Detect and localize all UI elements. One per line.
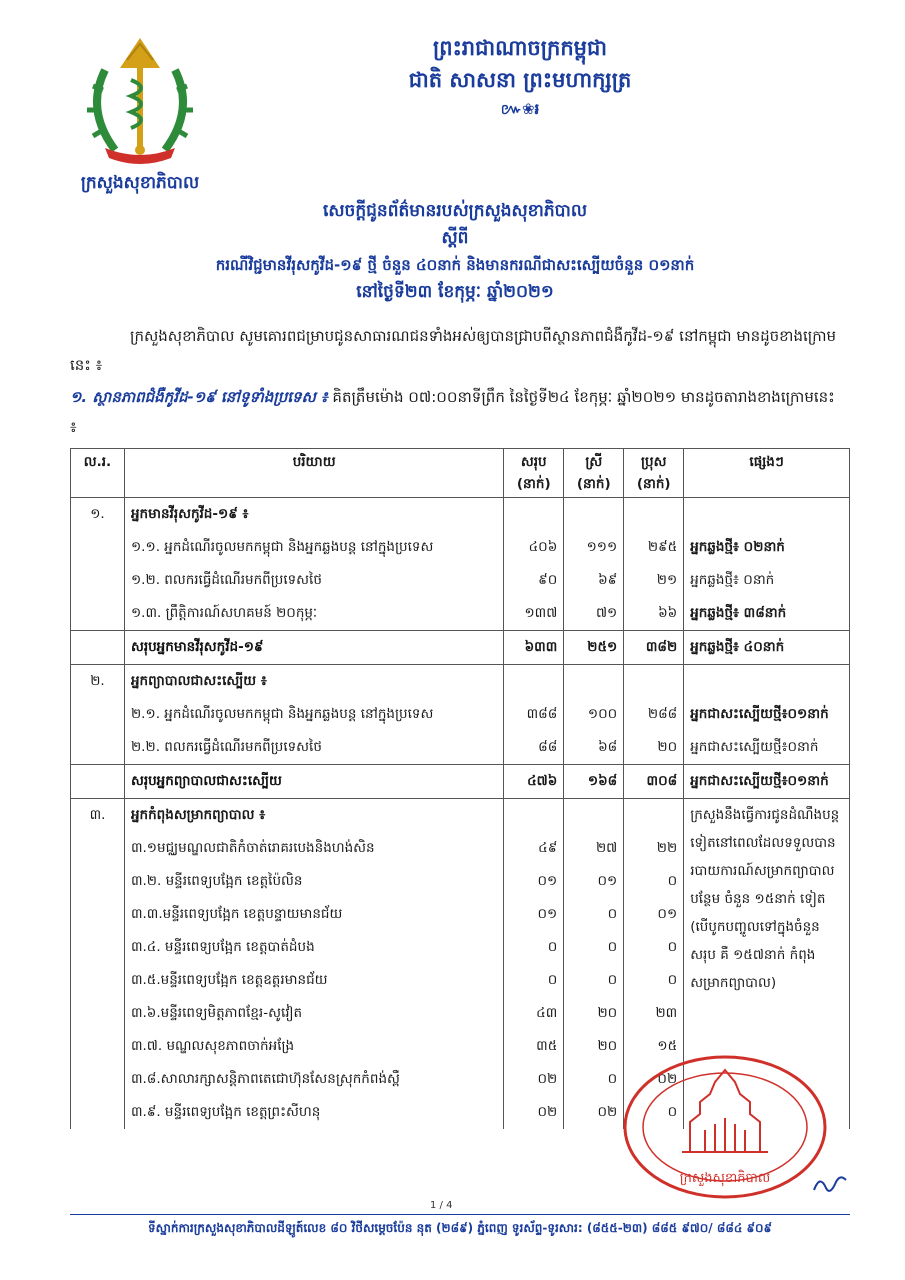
row-total: ០២ — [504, 1063, 564, 1096]
table-row — [71, 799, 850, 833]
table-row — [71, 564, 850, 597]
row-desc: ១.១. អ្នកដំណើរចូលមកកម្ពុជា និងអ្នកឆ្លងបន្ត នៅក្នុងប្រទេស — [124, 531, 503, 564]
group-3-note: ក្រសួងនឹងធ្វើការជូនដំណឹងបន្តទៀតនៅពេលដែលទទួលបានរបាយការណ៍សម្រាកព្យាបាលបន្ថែម ចំនួន ១៥នាក់ ទៀត (បើបូកបញ្ចូលទៅក្នុងចំនួនសរុប គឺ ១៥៧នាក់ កំពុងសម្រាកព្យាបាល) — [684, 799, 850, 1130]
row-desc: ៣.៤. មន្ទីរពេទ្យបង្អែក ខេត្តបាត់ដំបង — [124, 931, 503, 964]
row-male: ២២ — [624, 832, 684, 865]
total-female: ១៦៨ — [564, 765, 624, 799]
press-release-titles — [70, 198, 840, 306]
release-subject: ករណីវិជ្ជមានវីរុសកូវីដ-១៩ ថ្មី ចំនួន ៤០នាក់ និងមានករណីជាសះស្បើយចំនួន ០១នាក់ — [215, 256, 695, 274]
row-female: ០ — [564, 931, 624, 964]
row-female: ២៧ — [564, 832, 624, 865]
row-female: ០ — [564, 964, 624, 997]
total-female: ២៥១ — [564, 631, 624, 665]
total-total: ៤៧៦ — [504, 765, 564, 799]
row-male: ២១ — [624, 564, 684, 597]
row-total: ៨៨ — [504, 731, 564, 765]
ministry-emblem-icon — [75, 30, 205, 170]
row-female: ១១១ — [564, 531, 624, 564]
row-male: ០២ — [624, 1063, 684, 1096]
table-total-row — [71, 765, 850, 799]
row-note: អ្នកជាសះស្បើយថ្មី៖០នាក់ — [684, 731, 850, 765]
table-row — [71, 498, 850, 532]
row-male: ១៥ — [624, 1030, 684, 1063]
row-female: ២០ — [564, 997, 624, 1030]
row-male: ៦៦ — [624, 597, 684, 631]
group-2-title: អ្នកព្យាបាលជាសះស្បើយ ៖ — [124, 665, 503, 699]
row-female: ២០ — [564, 1030, 624, 1063]
row-male: ២០ — [624, 731, 684, 765]
row-desc: ៣.២. មន្ទីរពេទ្យបង្អែក ខេត្តប៉ៃលិន — [124, 865, 503, 898]
row-male: ០១ — [624, 898, 684, 931]
row-total: ០ — [504, 931, 564, 964]
ministry-logo-block — [60, 30, 220, 197]
release-date: នៅថ្ងៃទី២៣ ខែកុម្ភៈ ឆ្នាំ២០២១ — [356, 282, 554, 302]
header-description: បរិយាយ — [124, 449, 503, 498]
row-female: ០ — [564, 1063, 624, 1096]
row-desc: ៣.៣.មន្ទីរពេទ្យបង្អែក ខេត្តបន្ទាយមានជ័យ — [124, 898, 503, 931]
row-total: ១៣៧ — [504, 597, 564, 631]
row-total: ៤៣ — [504, 997, 564, 1030]
group-3-title: អ្នកកំពុងសម្រាកព្យាបាល ៖ — [124, 799, 503, 833]
header-no: ល.រ. — [71, 449, 125, 498]
row-desc: ៣.៧. មណ្ឌលសុខភាពចាក់អង្រែ — [124, 1030, 503, 1063]
row-total: ០ — [504, 964, 564, 997]
table-row — [71, 731, 850, 765]
table-row — [71, 597, 850, 631]
row-total: ៩០ — [504, 564, 564, 597]
row-desc: ៣.៦.មន្ទីរពេទ្យមិត្តភាពខ្មែរ-សូវៀត — [124, 997, 503, 1030]
ornament: ៚❀៛ — [500, 100, 540, 118]
stamp-text: ក្រសួងសុខាភិបាល — [679, 1171, 771, 1186]
row-male: ០ — [624, 964, 684, 997]
row-desc: ៣.៥.មន្ទីរពេទ្យបង្អែក ខេត្តឧត្តរមានជ័យ — [124, 964, 503, 997]
row-total: ៤០៦ — [504, 531, 564, 564]
row-female: ០ — [564, 898, 624, 931]
kingdom-title: ព្រះរាជាណាចក្រកម្ពុជា — [432, 36, 607, 60]
row-desc: ២.១. អ្នកដំណើរចូលមកកម្ពុជា និងអ្នកឆ្លងបន្ត នៅក្នុងប្រទេស — [124, 698, 503, 731]
total-note: អ្នកឆ្លងថ្មី៖ ៤០នាក់ — [684, 631, 850, 665]
intro-paragraph: ក្រសួងសុខាភិបាល សូមគោរពជម្រាបជូនសាធារណជនទាំងអស់ឲ្យបានជ្រាបពីស្ថានភាពជំងឺកូវីដ-១៩ នៅកម្ពុជា មានដូចខាងក្រោមនេះ ៖ — [70, 327, 836, 374]
signature — [810, 1170, 850, 1200]
table-header-row — [71, 449, 850, 498]
table-total-row — [71, 631, 850, 665]
footer-address: ទីស្នាក់ការក្រសួងសុខាភិបាលដីឡូត៍លេខ ៨០ វិថីសម្តេចប៉ែន នុត (២៨៩) ភ្នំពេញ ទូរស័ព្ទ-ទូរសារ: (៨៥៥-២៣) ៨៨៥ ៩៧០/ ៨៨៤ ៩០៩ — [148, 1221, 772, 1235]
row-note: អ្នកឆ្លងថ្មី៖ ០២នាក់ — [684, 531, 850, 564]
header-total: សរុប (នាក់) — [504, 449, 564, 498]
table-row — [71, 665, 850, 699]
row-desc: ១.២. ពលករធ្វើដំណើរមកពីប្រទេសថៃ — [124, 564, 503, 597]
footer-divider — [70, 1214, 850, 1215]
row-total: ០១ — [504, 898, 564, 931]
total-male: ៣០៨ — [624, 765, 684, 799]
group-1-title: អ្នកមានវីរុសកូវីដ-១៩ ៖ — [124, 498, 503, 532]
row-note: អ្នកឆ្លងថ្មី៖ ០នាក់ — [684, 564, 850, 597]
header-male: ប្រុស (នាក់) — [624, 449, 684, 498]
ministry-name: ក្រសួងសុខាភិបាល — [80, 173, 200, 193]
row-female: ៦៨ — [564, 731, 624, 765]
header-female: ស្រី (នាក់) — [564, 449, 624, 498]
row-desc: ៣.៨.សាលារក្សាសន្តិភាពតេជោហ៊ុនសែនស្រុកកំពង់ស្ពឺ — [124, 1063, 503, 1096]
group-3-number: ៣. — [71, 799, 125, 1130]
national-motto: ជាតិ សាសនា ព្រះមហាក្សត្រ — [408, 68, 632, 92]
total-label: សរុបអ្នកព្យាបាលជាសះស្បើយ — [124, 765, 503, 799]
section-1-title: ១. ស្ថានភាពជំងឺកូវីដ-១៩ នៅទូទាំងប្រទេស ៖ — [70, 388, 328, 406]
row-note: អ្នកឆ្លងថ្មី៖ ៣៨នាក់ — [684, 597, 850, 631]
row-note: អ្នកជាសះស្បើយថ្មី៖០១នាក់ — [684, 698, 850, 731]
table-row — [71, 698, 850, 731]
group-1-number: ១. — [71, 498, 125, 631]
row-female: ០១ — [564, 865, 624, 898]
total-label: សរុបអ្នកមានវីរុសកូវីដ-១៩ — [124, 631, 503, 665]
row-desc: ២.២. ពលករធ្វើដំណើរមកពីប្រទេសថៃ — [124, 731, 503, 765]
group-2-number: ២. — [71, 665, 125, 765]
row-desc: ៣.១មជ្ឈមណ្ឌលជាតិកំចាត់រោគរបេងនិងហង់សិន — [124, 832, 503, 865]
row-total: ៤៩ — [504, 832, 564, 865]
section-1-text: គិតត្រឹមម៉ោង ០៧:០០នាទីព្រឹក នៃថ្ងៃទី២៤ ខែកុម្ភៈ ឆ្នាំ២០២១ មានដូចតារាងខាងក្រោមនេះ ៖ — [70, 388, 835, 436]
row-female: ១០០ — [564, 698, 624, 731]
release-subject-label: ស្តីពី — [441, 228, 469, 248]
row-male: ០ — [624, 1096, 684, 1129]
row-total: ០២ — [504, 1096, 564, 1129]
row-female: ៦៩ — [564, 564, 624, 597]
row-male: ០ — [624, 865, 684, 898]
row-male: ២៩៥ — [624, 531, 684, 564]
total-note: អ្នកជាសះស្បើយថ្មី៖០១នាក់ — [684, 765, 850, 799]
section-1-paragraph — [70, 382, 845, 442]
covid-status-table — [70, 448, 850, 1129]
release-title: សេចក្តីជូនព័ត៌មានរបស់ក្រសួងសុខាភិបាល — [322, 201, 588, 221]
row-total: ៣៨៨ — [504, 698, 564, 731]
page-number: 1 / 4 — [430, 1200, 453, 1211]
row-male: ០ — [624, 931, 684, 964]
total-male: ៣៨២ — [624, 631, 684, 665]
header-note: ផ្សេងៗ — [684, 449, 850, 498]
total-total: ៦៣៣ — [504, 631, 564, 665]
kingdom-header — [300, 32, 740, 122]
row-total: ០១ — [504, 865, 564, 898]
table-row — [71, 531, 850, 564]
row-total: ៣៥ — [504, 1030, 564, 1063]
official-stamp — [620, 1052, 830, 1202]
row-female: ០២ — [564, 1096, 624, 1129]
row-female: ៧១ — [564, 597, 624, 631]
row-male: ២៣ — [624, 997, 684, 1030]
row-male: ២៨៨ — [624, 698, 684, 731]
row-desc: ១.៣. ព្រឹត្តិការណ៍សហគមន៍ ២០កុម្ភៈ — [124, 597, 503, 631]
row-desc: ៣.៩. មន្ទីរពេទ្យបង្អែក ខេត្តព្រះសីហនុ — [124, 1096, 503, 1129]
